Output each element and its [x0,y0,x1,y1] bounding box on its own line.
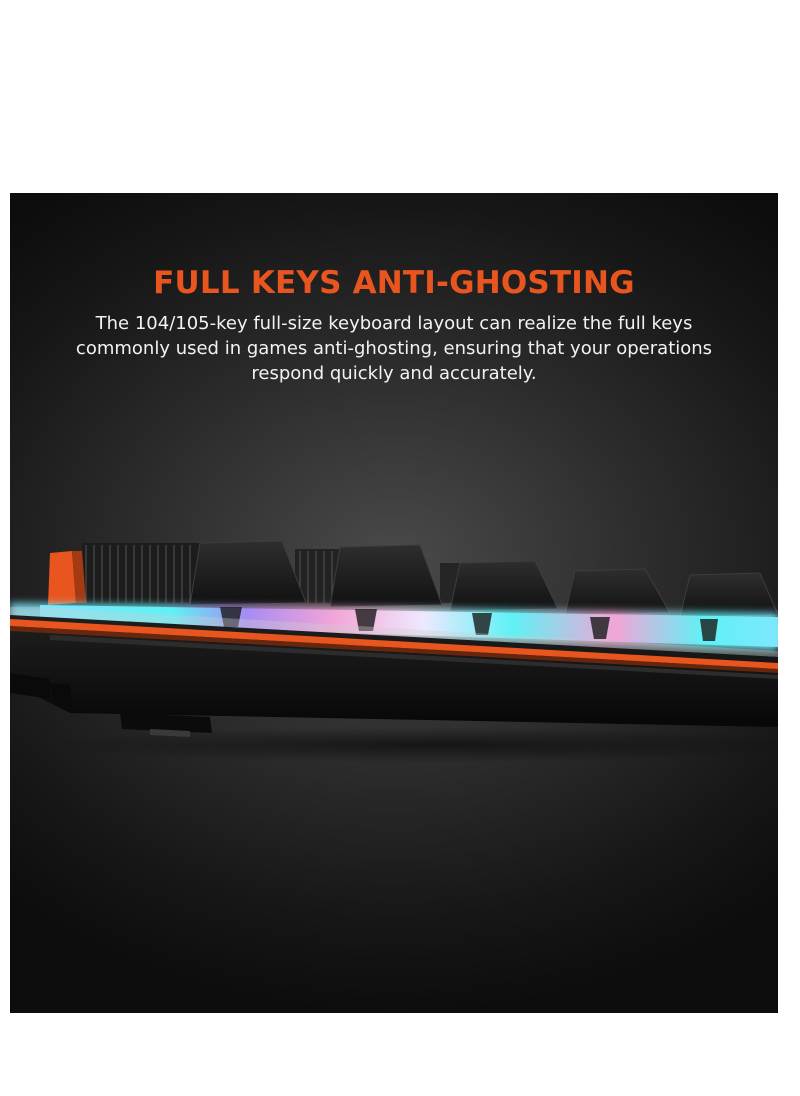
banner-headline: FULL KEYS ANTI-GHOSTING [153,265,635,301]
keycaps-front-row [190,541,778,617]
product-banner [10,193,778,1013]
keyboard-side-view-image [10,523,778,763]
banner-description: The 104/105-key full-size keyboard layout can realize the full keys commonly used in games anti-ghosting, ensuring that your operations respond quickly and accurately. [75,313,713,384]
